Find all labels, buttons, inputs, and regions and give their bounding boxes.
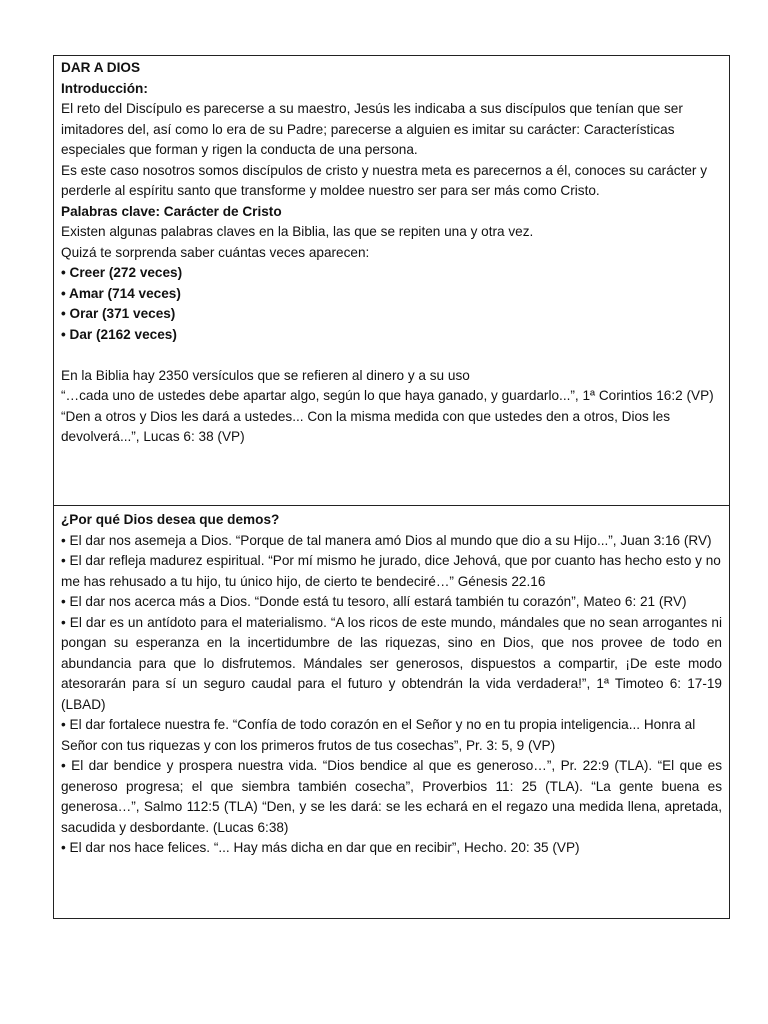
keyword-item: • Orar (371 veces) [61,306,176,321]
intro-paragraph: Es este caso nosotros somos discípulos de cristo y nuestra meta es parecernos a él, conoces su carácter y perderle al espíritu santo que transforme y moldee nuestro ser para ser más como Cristo. [61,162,708,198]
bullet-item: • El dar bendice y prospera nuestra vida. “Dios bendice al que es generoso…”, Pr. 22:9 (TLA). “El que es generoso progresa; el que siembra también cosecha”, Proverbios 11: 25 (TLA). “La gente buena es generosa…”, Salmo 112:5 (TLA) “Den, y se les dará: se les echará en el regazo una medida llena, apretada, sacudida y desbordante. (Lucas 6:38) [61,758,722,835]
intro-paragraph: El reto del Discípulo es parecerse a su maestro, Jesús les indicaba a sus discípulos que tenían que ser imitadores del, así como lo era de su Padre; parecerse a alguien es imitar su carácter: Características especiales que forman y rigen la conducta de una persona. [61,101,683,157]
bullet-item: • El dar fortalece nuestra fe. “Confía de todo corazón en el Señor y no en tu propia inteligencia... Honra al Señor con tus riquezas y con los primeros frutos de tus cosechas”, Pr. 3: 5, 9 (VP) [61,717,696,753]
bullet-item: • El dar refleja madurez espiritual. “Por mí mismo he jurado, dice Jehová, que por cuanto has hecho esto y no me has rehusado a tu hijo, tu único hijo, de cierto te bendeciré…” Génesis 22.16 [61,553,721,589]
section-why-give [53,506,730,919]
keywords-paragraph: Existen algunas palabras claves en la Biblia, las que se repiten una y otra vez. [61,224,534,239]
bullet-item: • El dar nos asemeja a Dios. “Porque de tal manera amó Dios al mundo que dio a su Hijo...”, Juan 3:16 (RV) [61,532,712,548]
keyword-item: • Dar (2162 veces) [61,326,177,342]
spacer [61,345,722,366]
bullet-item: • El dar nos hace felices. “... Hay más dicha en dar que en recibir”, Hecho. 20: 35 (VP) [61,840,580,855]
keyword-item: • Amar (714 veces) [61,285,181,301]
quote-lucas: “Den a otros y Dios les dará a ustedes... Con la misma medida con que ustedes den a otros, Dios les devolverá...”, Lucas 6: 38 (VP) [61,408,671,444]
bullet-item: • El dar es un antídoto para el materialismo. “A los ricos de este mundo, mándales que no sean arrogantes ni pongan su esperanza en la incertidumbre de las riquezas, sino en Dios, que nos provee de todo en abundancia para que lo disfrutemos. Mándales ser generosos, dispuestos a compartir, ¡De este modo atesorarán para sí un seguro caudal para el futuro y obtendrán la vida verdadera!”, 1ª Timoteo 6: 17-19 (LBAD) [61,614,722,712]
bullet-item: • El dar nos acerca más a Dios. “Donde está tu tesoro, allí estará también tu corazón”, Mateo 6: 21 (RV) [61,594,687,609]
keywords-heading: Palabras clave: Carácter de Cristo [61,203,282,219]
quote-corintios: “…cada uno de ustedes debe apartar algo, según lo que haya ganado, y guardarlo...”, 1ª Corintios 16:2 (VP) [61,388,714,403]
why-give-heading: ¿Por qué Dios desea que demos? [61,512,280,527]
keywords-paragraph: Quizá te sorprenda saber cuántas veces aparecen: [61,244,370,260]
section-intro [53,55,730,506]
money-paragraph: En la Biblia hay 2350 versículos que se refieren al dinero y a su uso [61,367,470,383]
intro-heading: Introducción: [61,80,148,96]
document-table [53,55,730,919]
keyword-item: • Creer (272 veces) [61,265,183,280]
document-title: DAR A DIOS [61,60,141,75]
